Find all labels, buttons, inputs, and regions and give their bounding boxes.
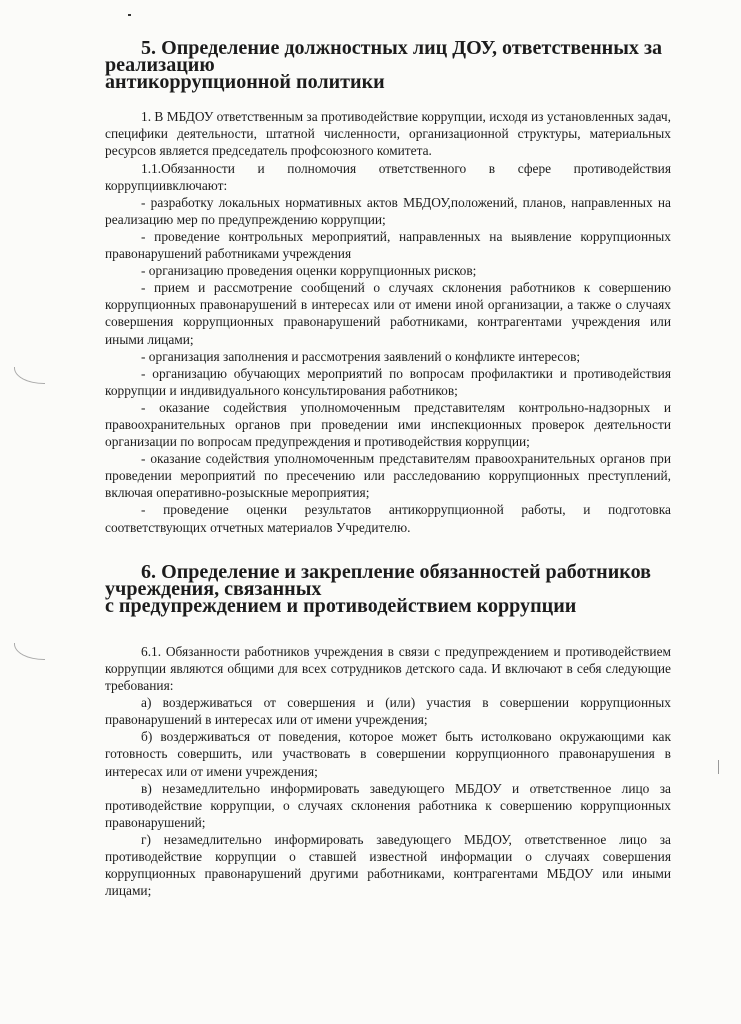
section-5-heading-line-1: 5. Определение должностных лиц ДОУ, ответственных за реализацию bbox=[105, 37, 663, 77]
list-item: - организация заполнения и рассмотрения заявлений о конфликте интересов; bbox=[141, 348, 581, 364]
hole-punch-mark bbox=[14, 367, 45, 384]
section-6-heading-line-2: с предупреждением и противодействием коррупции bbox=[105, 594, 577, 617]
paragraph: 1. В МБДОУ ответственным за противодействие коррупции, исходя из установленных задач, специфики деятельности, штатной численности, организационной структуры, материальных ресурсов является председатель профсоюзного комитета. bbox=[105, 109, 671, 159]
section-6-body bbox=[105, 643, 671, 899]
list-item: - оказание содействия уполномоченным представителям правоохранительных органов при проведении мероприятий по пресечению или расследованию коррупционных преступлений, включая оперативно-розыскные мероприятия; bbox=[105, 451, 671, 501]
section-6-heading bbox=[105, 560, 671, 617]
paragraph: 1.1.Обязанности и полномочия ответственного в сфере противодействия коррупциивключают: bbox=[105, 160, 671, 193]
list-item: а) воздерживаться от совершения и (или) участия в совершении коррупционных правонарушений в интересах или от имени учреждения; bbox=[105, 695, 671, 728]
list-item: г) незамедлительно информировать заведующего МБДОУ, ответственное лицо за противодействие коррупции о ставшей известной информации о случаях совершения коррупционных правонарушений другими работниками, контрагентами МБДОУ или иными лицами; bbox=[105, 831, 671, 899]
list-item: - проведение оценки результатов антикоррупционной работы, и подготовка соответствующих отчетных материалов Учредителю. bbox=[105, 502, 671, 535]
document-page bbox=[105, 37, 671, 899]
list-item: - организацию обучающих мероприятий по вопросам профилактики и противодействия коррупции и индивидуального консультирования работников; bbox=[105, 365, 671, 398]
hole-punch-mark bbox=[14, 643, 45, 660]
section-6-heading-line-1: 6. Определение и закрепление обязанностей работников учреждения, связанных bbox=[105, 560, 651, 600]
list-item: - разработку локальных нормативных актов МБДОУ,положений, планов, направленных на реализацию мер по предупреждению коррупции; bbox=[105, 194, 671, 227]
section-5-heading-line-2: антикоррупционной политики bbox=[105, 71, 385, 94]
scan-mark bbox=[718, 760, 719, 774]
list-item: - прием и рассмотрение сообщений о случаях склонения работников к совершению коррупционных правонарушений в интересах или от имени иной организации, а также о случаях совершения коррупционных правонарушений работниками, контрагентами учреждения или иными лицами; bbox=[105, 280, 671, 347]
section-5-body bbox=[105, 108, 671, 535]
list-item: б) воздерживаться от поведения, которое может быть истолковано окружающими как готовность совершить, или участвовать в совершении коррупционного правонарушения в интересах или от имени учреждения; bbox=[105, 729, 671, 779]
list-item: - проведение контрольных мероприятий, направленных на выявление коррупционных правонарушений работниками учреждения bbox=[105, 228, 671, 262]
list-item: - оказание содействия уполномоченным представителям контрольно-надзорных и правоохранительных органов при проведении ими инспекционных проверок деятельности организации по вопросам предупреждения и противодействия коррупции; bbox=[105, 399, 671, 450]
list-item: - организацию проведения оценки коррупционных рисков; bbox=[141, 263, 477, 279]
paragraph: 6.1. Обязанности работников учреждения в связи с предупреждением и противодействием коррупции являются общими для всех сотрудников детского сада. И включают в себя следующие требования: bbox=[105, 643, 671, 694]
scan-mark bbox=[128, 14, 131, 16]
section-5-heading bbox=[105, 37, 671, 94]
list-item: в) незамедлительно информировать заведующего МБДОУ и ответственное лицо за противодействие коррупции, о случаях склонения работника к совершению коррупционных правонарушений; bbox=[105, 780, 671, 830]
